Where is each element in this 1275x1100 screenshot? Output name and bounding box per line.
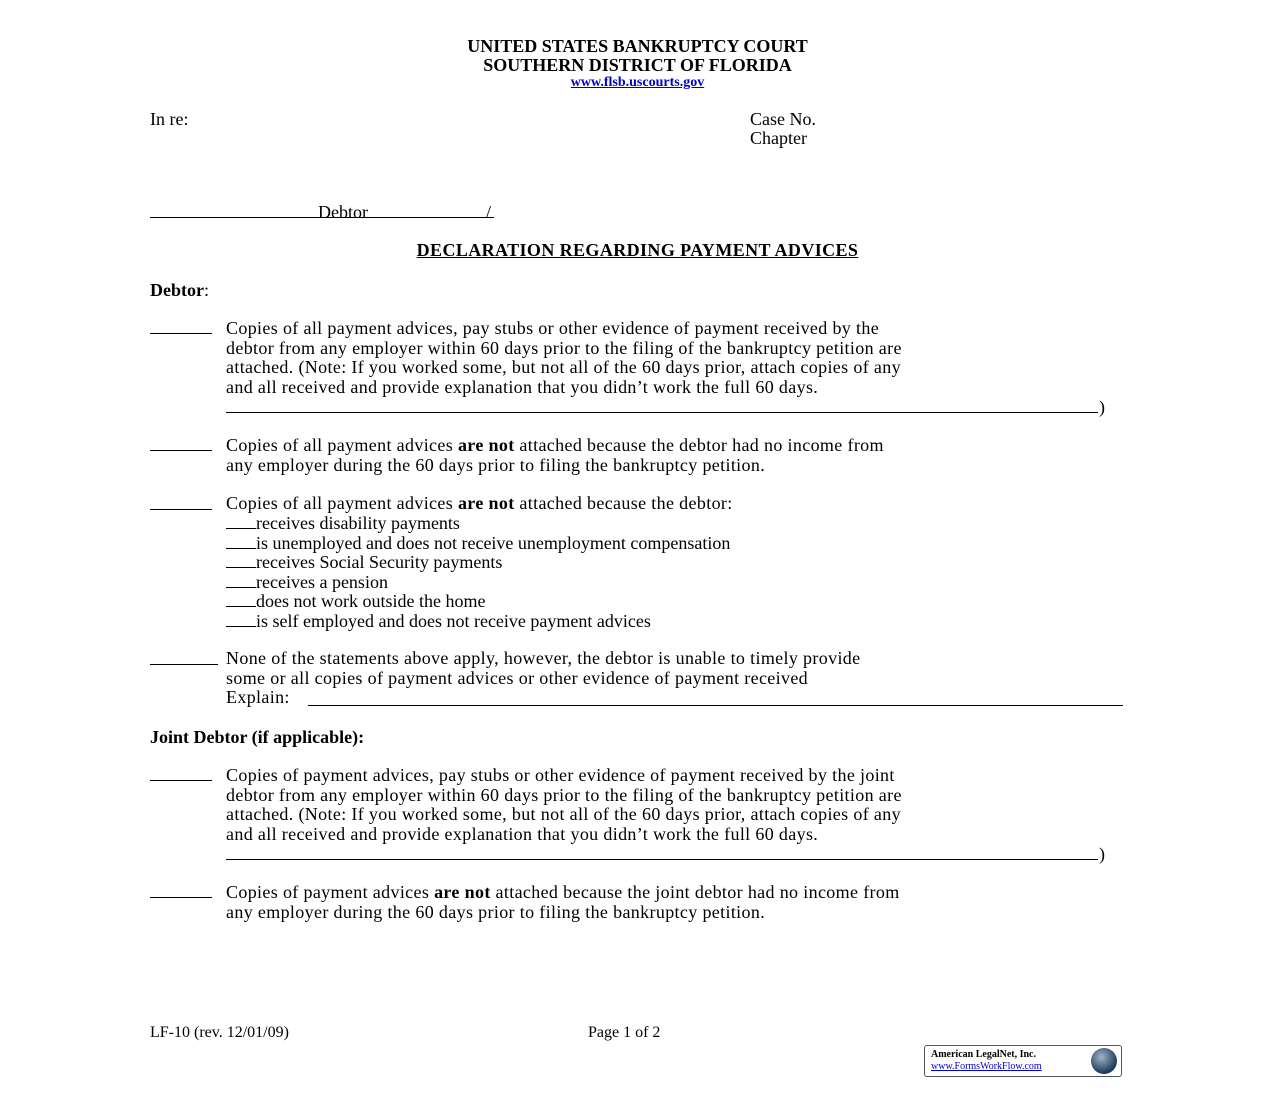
reason-checkline[interactable]	[226, 553, 256, 568]
explain-input-line[interactable]	[308, 705, 1123, 706]
reason-checkline[interactable]	[226, 514, 256, 529]
emphasis: are not	[457, 493, 515, 513]
debtor-option2-checkline[interactable]	[150, 450, 212, 451]
joint-option1-text	[226, 766, 1126, 844]
joint-option2-checkline[interactable]	[150, 897, 212, 898]
text: attached because the joint debtor had no income from	[490, 882, 900, 902]
joint-option1-line: debtor from any employer within 60 days prior to the filing of the bankruptcy petition are	[226, 784, 902, 805]
debtor-explanation-line[interactable]	[226, 412, 1098, 413]
debtor-option1-text	[226, 319, 1126, 397]
reason-item[interactable]	[226, 552, 502, 573]
debtor-option1-line: Copies of all payment advices, pay stubs or other evidence of payment received by the	[226, 318, 880, 338]
reason-item[interactable]	[226, 513, 460, 534]
debtor-option3-line1	[226, 494, 1126, 514]
joint-option2-text	[226, 883, 1126, 922]
reason-label: receives disability payments	[256, 513, 460, 533]
joint-explanation-close-paren: )	[1099, 844, 1105, 864]
joint-option1-line: Copies of payment advices, pay stubs or other evidence of payment received by the joint	[226, 765, 895, 785]
debtor-option3-text	[226, 494, 1126, 514]
debtor-heading-colon: :	[203, 280, 209, 300]
court-name: UNITED STATES BANKRUPTCY COURT	[467, 36, 808, 56]
in-re-label: In re:	[150, 109, 189, 129]
reason-checkline[interactable]	[226, 573, 256, 588]
reason-label: is self employed and does not receive payment advices	[256, 611, 651, 631]
text: Copies of all payment advices	[226, 435, 458, 455]
joint-option1-line: attached. (Note: If you worked some, but not all of the 60 days prior, attach copies of any	[226, 804, 901, 824]
debtor-option1-line: and all received and provide explanation that you didn’t work the full 60 days.	[226, 376, 819, 397]
debtor-option2-text	[226, 436, 1126, 475]
district-name: SOUTHERN DISTRICT OF FLORIDA	[483, 55, 792, 75]
debtor-option4-line1: None of the statements above apply, however, the debtor is unable to timely provide	[226, 648, 861, 668]
reason-item[interactable]	[226, 533, 730, 554]
debtor-option4-text	[226, 649, 1126, 708]
debtor-option4-line2: some or all copies of payment advices or other evidence of payment received	[226, 667, 809, 688]
debtor-option2-line1	[226, 436, 1126, 456]
reason-label: is unemployed and does not receive unemployment compensation	[256, 533, 731, 553]
debtor-option4-explain-label: Explain:	[226, 687, 290, 707]
reason-label: does not work outside the home	[256, 591, 486, 611]
joint-option1-checkline[interactable]	[150, 780, 212, 781]
debtor-option2-line2: any employer during the 60 days prior to filing the bankruptcy petition.	[226, 454, 766, 475]
reason-item[interactable]	[226, 591, 485, 612]
logo-website-link[interactable]: www.FormsWorkFlow.com	[931, 1061, 1042, 1072]
emphasis: are not	[457, 435, 515, 455]
reason-item[interactable]	[226, 572, 388, 593]
debtor-caption-label: Debtor	[318, 202, 368, 222]
text: attached because the debtor had no income from	[514, 435, 884, 455]
reason-checkline[interactable]	[226, 534, 256, 549]
text: Copies of all payment advices	[226, 493, 458, 513]
debtor-option1-checkline[interactable]	[150, 333, 212, 334]
text: Copies of payment advices	[226, 882, 435, 902]
formsworkflow-logo[interactable]	[924, 1045, 1122, 1077]
form-identifier: LF-10 (rev. 12/01/09)	[150, 1024, 289, 1041]
joint-option2-line2: any employer during the 60 days prior to filing the bankruptcy petition.	[226, 901, 766, 922]
reason-label: receives Social Security payments	[256, 552, 503, 572]
debtor-section-heading	[150, 280, 209, 301]
reason-item[interactable]	[226, 611, 651, 632]
case-no-label: Case No.	[750, 109, 816, 129]
joint-explanation-line[interactable]	[226, 859, 1098, 860]
debtor-option4-checkline[interactable]	[150, 664, 218, 665]
text: attached because the debtor:	[514, 493, 733, 513]
court-website-link[interactable]: www.flsb.uscourts.gov	[570, 75, 705, 90]
debtor-option1-line: debtor from any employer within 60 days prior to the filing of the bankruptcy petition are	[226, 337, 902, 358]
globe-icon	[1091, 1048, 1117, 1074]
emphasis: are not	[434, 882, 491, 902]
debtor-explanation-close-paren: )	[1099, 397, 1105, 417]
debtor-option3-checkline[interactable]	[150, 509, 212, 510]
reason-checkline[interactable]	[226, 592, 256, 607]
reason-label: receives a pension	[256, 572, 388, 592]
debtor-heading-text: Debtor	[150, 280, 204, 300]
debtor-option1-line: attached. (Note: If you worked some, but not all of the 60 days prior, attach copies of any	[226, 357, 901, 377]
joint-debtor-heading: Joint Debtor (if applicable):	[150, 727, 365, 747]
joint-option1-line: and all received and provide explanation that you didn’t work the full 60 days.	[226, 823, 819, 844]
reason-checkline[interactable]	[226, 612, 256, 627]
chapter-label: Chapter	[750, 128, 807, 148]
logo-company: American LegalNet, Inc.	[931, 1049, 1036, 1060]
caption-slash: /	[486, 202, 492, 222]
page-title: DECLARATION REGARDING PAYMENT ADVICES	[416, 240, 859, 260]
page-number: Page 1 of 2	[588, 1024, 661, 1041]
joint-option2-line1	[226, 883, 1126, 903]
